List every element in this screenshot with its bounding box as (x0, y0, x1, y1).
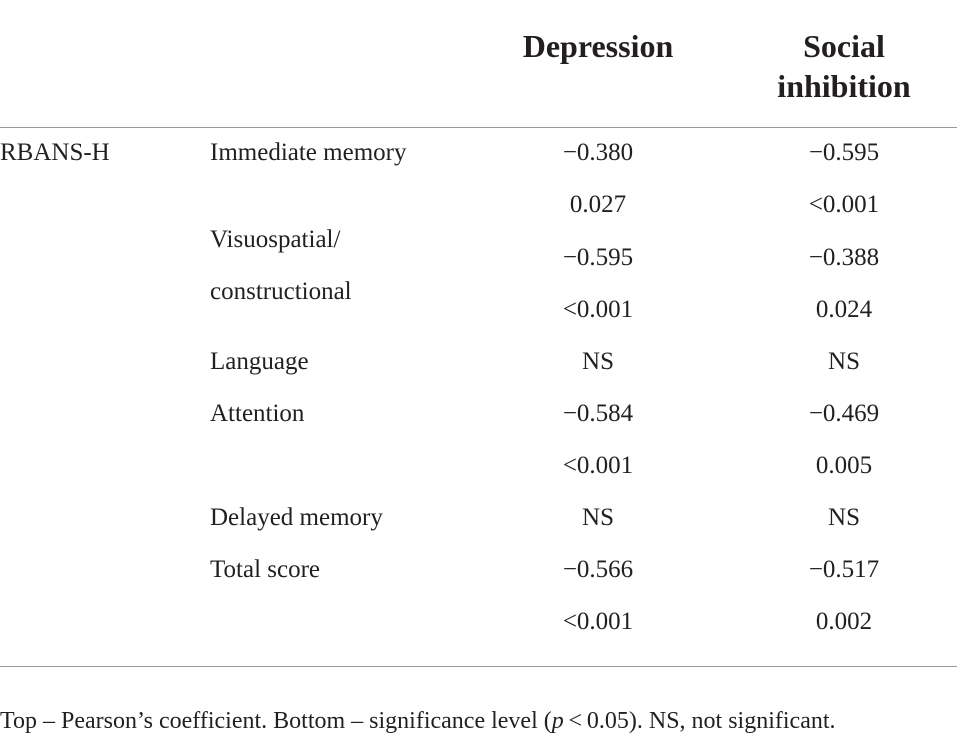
row-label-constructional: constructional (210, 278, 352, 305)
social-coef-attention: −0.469 (808, 400, 880, 427)
depression-coef-delayed-memory: NS (582, 504, 614, 531)
row-label-immediate-memory: Immediate memory (210, 139, 407, 166)
social-sig-immediate-memory: <0.001 (808, 191, 880, 218)
social-coef-visuospatial: −0.388 (808, 244, 880, 271)
depression-sig-attention: <0.001 (562, 452, 634, 479)
bottom-rule (0, 666, 957, 667)
row-label-visuospatial: Visuospatial/ (210, 226, 341, 253)
depression-coef-language: NS (582, 348, 614, 375)
footnote-text-part2: < 0.05). NS, not significant. (563, 708, 836, 734)
social-sig-attention: 0.005 (815, 452, 873, 479)
group-label-rbans-h: RBANS-H (0, 139, 110, 166)
social-coef-language: NS (828, 348, 860, 375)
column-header-social-inhibition-line2: inhibition (777, 68, 911, 104)
depression-coef-total-score: −0.566 (562, 556, 634, 583)
column-header-depression: Depression (522, 28, 674, 64)
social-coef-total-score: −0.517 (808, 556, 880, 583)
footnote-p-symbol: p (551, 708, 564, 734)
row-label-total-score: Total score (210, 556, 321, 583)
social-sig-visuospatial: 0.024 (815, 296, 873, 323)
row-label-attention: Attention (210, 400, 305, 427)
social-coef-delayed-memory: NS (828, 504, 860, 531)
depression-sig-visuospatial: <0.001 (562, 296, 634, 323)
social-sig-total-score: 0.002 (815, 608, 873, 635)
table-footnote (0, 706, 836, 736)
depression-coef-visuospatial: −0.595 (562, 244, 634, 271)
social-coef-immediate-memory: −0.595 (808, 139, 880, 166)
depression-coef-immediate-memory: −0.380 (562, 139, 634, 166)
depression-coef-attention: −0.584 (562, 400, 634, 427)
depression-sig-immediate-memory: 0.027 (569, 191, 627, 218)
row-label-language: Language (210, 348, 309, 375)
depression-sig-total-score: <0.001 (562, 608, 634, 635)
row-label-delayed-memory: Delayed memory (210, 504, 383, 531)
footnote-text-part1: Top – Pearson’s coefficient. Bottom – significance level ( (0, 708, 552, 734)
column-header-social-inhibition-line1: Social (803, 28, 885, 64)
header-rule (0, 127, 957, 128)
